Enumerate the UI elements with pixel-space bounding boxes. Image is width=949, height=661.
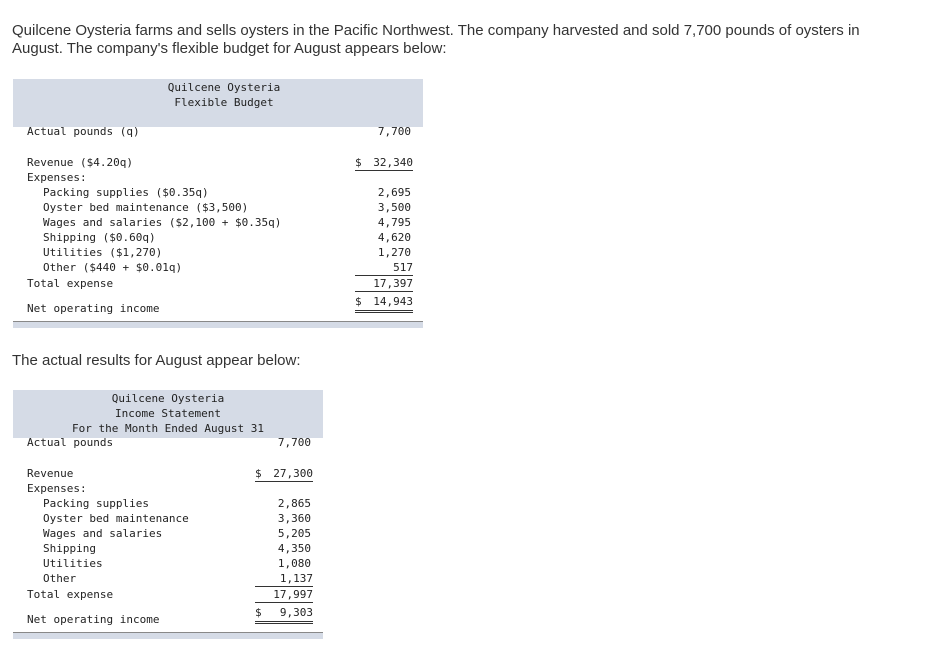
total-expense-value: 17,397 — [355, 276, 413, 292]
expense-value: 2,695 — [377, 186, 411, 199]
actual-pounds-row — [13, 435, 323, 450]
expense-label: Utilities — [43, 557, 103, 570]
expense-value: 3,500 — [377, 201, 411, 214]
expense-row — [13, 200, 423, 215]
revenue-dollar-sign: $ — [355, 156, 362, 169]
noi-value: 9,303 — [279, 606, 313, 619]
expense-row — [13, 571, 323, 586]
expense-row — [13, 526, 323, 541]
expense-row — [13, 245, 423, 260]
expense-row — [13, 230, 423, 245]
revenue-value: 32,340 — [373, 156, 413, 169]
expense-row — [13, 215, 423, 230]
expense-value: 1,080 — [277, 557, 311, 570]
actual-pounds-row — [13, 124, 423, 139]
expense-label: Packing supplies ($0.35q) — [43, 186, 209, 199]
expense-row — [13, 556, 323, 571]
expense-label: Shipping ($0.60q) — [43, 231, 156, 244]
actual-pounds-value: 7,700 — [377, 125, 411, 138]
noi-label-row — [13, 301, 423, 316]
flexible-budget-statement — [13, 79, 423, 331]
expense-label: Other — [43, 572, 77, 585]
statement-title: Flexible Budget — [174, 96, 274, 109]
expense-value: 517 — [355, 260, 413, 276]
intro-line-1: Quilcene Oysteria farms and sells oysters in the Pacific Northwest. The company harvested and sold 7,700 pounds of oysters in — [12, 22, 860, 39]
revenue-cell — [255, 466, 313, 482]
income-statement-header — [13, 390, 323, 438]
noi-label: Net operating income — [27, 613, 160, 626]
expense-value: 4,350 — [277, 542, 311, 555]
income-statement — [13, 390, 323, 642]
actual-pounds-label: Actual pounds (q) — [27, 125, 140, 138]
expense-value: 2,865 — [277, 497, 311, 510]
noi-value: 14,943 — [373, 295, 413, 308]
actual-pounds-label: Actual pounds — [27, 436, 114, 449]
expense-label: Utilities ($1,270) — [43, 246, 163, 259]
noi-dollar-sign: $ — [255, 606, 262, 619]
noi-label: Net operating income — [27, 302, 160, 315]
total-expense-row — [13, 276, 423, 291]
expense-label: Oyster bed maintenance — [43, 512, 189, 525]
expense-row — [13, 260, 423, 275]
expense-value: 4,795 — [377, 216, 411, 229]
expense-label: Other ($440 + $0.01q) — [43, 261, 183, 274]
expense-label: Wages and salaries — [43, 527, 163, 540]
expense-value: 3,360 — [277, 512, 311, 525]
revenue-dollar-sign: $ — [255, 467, 262, 480]
total-expense-value: 17,997 — [255, 587, 313, 603]
revenue-row — [13, 155, 423, 170]
total-expense-label: Total expense — [27, 277, 114, 290]
noi-dollar-sign: $ — [355, 295, 362, 308]
revenue-value: 27,300 — [273, 467, 313, 480]
revenue-label: Revenue — [27, 467, 74, 480]
revenue-row — [13, 466, 323, 481]
expense-label: Packing supplies — [43, 497, 149, 510]
intro-paragraph — [12, 22, 932, 58]
expense-row — [13, 496, 323, 511]
total-expense-row — [13, 587, 323, 602]
expense-value: 4,620 — [377, 231, 411, 244]
revenue-label: Revenue ($4.20q) — [27, 156, 133, 169]
actual-pounds-value: 7,700 — [277, 436, 311, 449]
expense-value: 5,205 — [277, 527, 311, 540]
statement-bottom-bar — [13, 632, 323, 639]
noi-label-row — [13, 612, 323, 627]
expenses-label: Expenses: — [27, 482, 87, 495]
expense-row — [13, 511, 323, 526]
expense-value: 1,137 — [255, 571, 313, 587]
expense-row — [13, 541, 323, 556]
expenses-heading-row — [13, 170, 423, 185]
expense-label: Oyster bed maintenance ($3,500) — [43, 201, 249, 214]
company-name: Quilcene Oysteria — [167, 81, 281, 94]
total-expense-label: Total expense — [27, 588, 114, 601]
intro-line-2: August. The company's flexible budget for August appears below: — [12, 40, 447, 57]
expenses-label: Expenses: — [27, 171, 87, 184]
expenses-heading-row — [13, 481, 323, 496]
expense-row — [13, 185, 423, 200]
statement-period: For the Month Ended August 31 — [71, 422, 265, 435]
expense-label: Shipping — [43, 542, 96, 555]
expense-value: 1,270 — [377, 246, 411, 259]
company-name: Quilcene Oysteria — [111, 392, 225, 405]
statement-title: Income Statement — [115, 407, 221, 420]
revenue-cell — [355, 155, 413, 171]
expense-label: Wages and salaries ($2,100 + $0.35q) — [43, 216, 282, 229]
statement-bottom-bar — [13, 321, 423, 328]
actual-results-intro: The actual results for August appear below: — [12, 352, 301, 369]
